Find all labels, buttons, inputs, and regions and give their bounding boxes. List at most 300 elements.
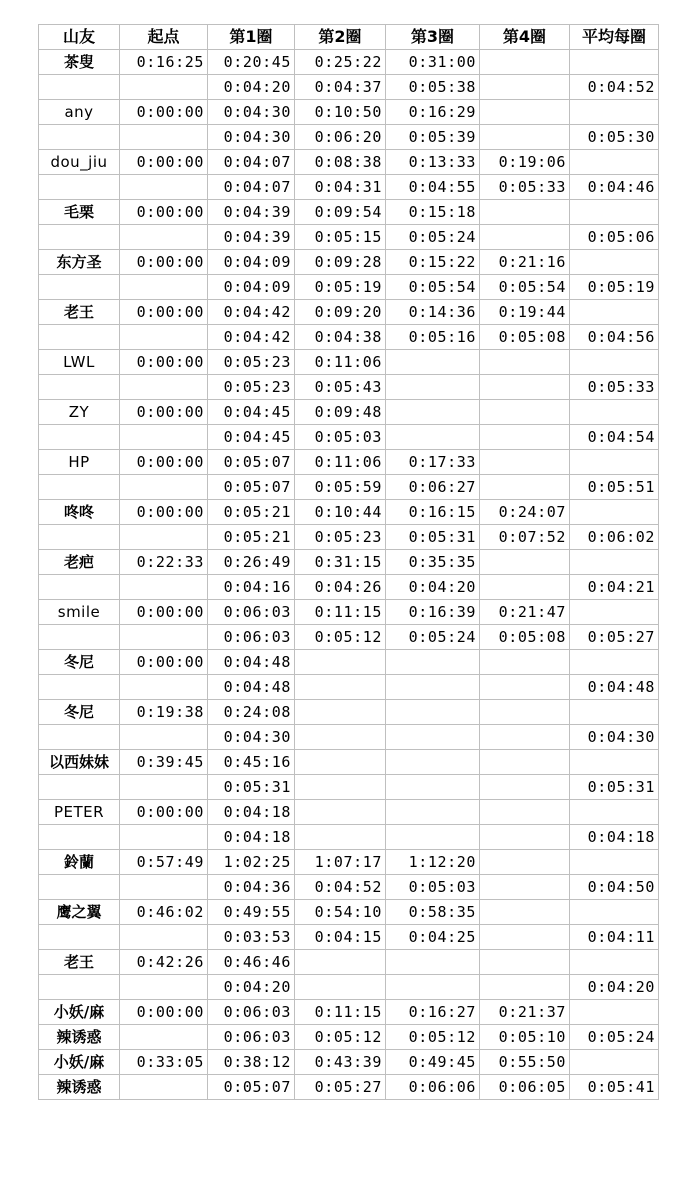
cell-lap-2: 0:09:20 (295, 300, 386, 325)
cell-lap-3: 0:04:25 (386, 925, 480, 950)
cell-start-time: 0:22:33 (120, 550, 208, 575)
cell-lap-1: 0:04:48 (208, 650, 295, 675)
cell-lap-2 (295, 750, 386, 775)
cell-hiker-name (39, 75, 120, 100)
cell-lap-3: 0:16:39 (386, 600, 480, 625)
cell-lap-3 (386, 350, 480, 375)
cell-start-time: 0:39:45 (120, 750, 208, 775)
cell-lap-4: 0:05:10 (480, 1025, 570, 1050)
cell-lap-1: 0:46:46 (208, 950, 295, 975)
cell-lap-2 (295, 950, 386, 975)
table-row (39, 200, 659, 225)
table-row (39, 225, 659, 250)
cell-hiker-name (39, 225, 120, 250)
cell-lap-3 (386, 825, 480, 850)
cell-hiker-name (39, 725, 120, 750)
cell-start-time: 0:00:00 (120, 450, 208, 475)
table-row (39, 100, 659, 125)
cell-lap-2: 0:05:43 (295, 375, 386, 400)
cell-hiker-name: LWL (39, 350, 120, 375)
cell-hiker-name: 老王 (39, 950, 120, 975)
cell-lap-2 (295, 800, 386, 825)
cell-start-time (120, 175, 208, 200)
cell-average-lap: 0:05:33 (570, 375, 659, 400)
cell-lap-2: 0:54:10 (295, 900, 386, 925)
cell-average-lap: 0:04:46 (570, 175, 659, 200)
cell-lap-3: 0:14:36 (386, 300, 480, 325)
table-row (39, 275, 659, 300)
cell-hiker-name: smile (39, 600, 120, 625)
cell-lap-4 (480, 375, 570, 400)
cell-start-time (120, 625, 208, 650)
cell-lap-4 (480, 725, 570, 750)
cell-average-lap (570, 550, 659, 575)
cell-lap-1: 0:03:53 (208, 925, 295, 950)
cell-start-time (120, 475, 208, 500)
cell-lap-3 (386, 425, 480, 450)
cell-lap-4: 0:19:06 (480, 150, 570, 175)
cell-lap-1: 0:04:30 (208, 125, 295, 150)
cell-lap-3 (386, 975, 480, 1000)
cell-lap-3 (386, 675, 480, 700)
cell-hiker-name (39, 475, 120, 500)
cell-average-lap (570, 500, 659, 525)
cell-lap-2: 0:08:38 (295, 150, 386, 175)
table-row (39, 850, 659, 875)
cell-lap-3: 0:17:33 (386, 450, 480, 475)
cell-start-time: 0:19:38 (120, 700, 208, 725)
cell-hiker-name (39, 825, 120, 850)
cell-lap-3 (386, 650, 480, 675)
cell-hiker-name: any (39, 100, 120, 125)
table-row (39, 700, 659, 725)
table-row (39, 325, 659, 350)
cell-hiker-name (39, 375, 120, 400)
cell-start-time: 0:46:02 (120, 900, 208, 925)
cell-average-lap: 0:05:24 (570, 1025, 659, 1050)
cell-lap-4: 0:21:16 (480, 250, 570, 275)
cell-lap-1: 0:04:39 (208, 200, 295, 225)
header-average-lap: 平均每圈 (570, 25, 659, 50)
cell-lap-3: 0:58:35 (386, 900, 480, 925)
cell-average-lap: 0:05:31 (570, 775, 659, 800)
cell-lap-2: 0:04:15 (295, 925, 386, 950)
cell-average-lap (570, 650, 659, 675)
cell-average-lap: 0:04:11 (570, 925, 659, 950)
cell-lap-2: 0:31:15 (295, 550, 386, 575)
cell-average-lap (570, 450, 659, 475)
cell-start-time (120, 675, 208, 700)
cell-lap-1: 0:04:39 (208, 225, 295, 250)
table-row (39, 975, 659, 1000)
cell-lap-1: 0:04:18 (208, 825, 295, 850)
cell-start-time (120, 775, 208, 800)
cell-lap-2: 0:10:50 (295, 100, 386, 125)
table-row (39, 925, 659, 950)
table-row (39, 575, 659, 600)
cell-lap-1: 0:04:09 (208, 275, 295, 300)
cell-lap-2: 0:05:15 (295, 225, 386, 250)
cell-lap-4 (480, 900, 570, 925)
cell-hiker-name (39, 675, 120, 700)
table-row (39, 750, 659, 775)
cell-start-time: 0:00:00 (120, 100, 208, 125)
cell-lap-1: 0:06:03 (208, 1000, 295, 1025)
table-row (39, 75, 659, 100)
cell-lap-2: 0:25:22 (295, 50, 386, 75)
cell-start-time (120, 275, 208, 300)
cell-start-time: 0:00:00 (120, 300, 208, 325)
cell-hiker-name: 以西妹妹 (39, 750, 120, 775)
cell-lap-3: 0:05:12 (386, 1025, 480, 1050)
cell-lap-4 (480, 50, 570, 75)
cell-start-time (120, 825, 208, 850)
cell-average-lap: 0:04:48 (570, 675, 659, 700)
cell-average-lap (570, 700, 659, 725)
cell-hiker-name: 小妖/麻 (39, 1000, 120, 1025)
cell-hiker-name (39, 175, 120, 200)
cell-hiker-name: dou_jiu (39, 150, 120, 175)
table-row (39, 400, 659, 425)
table-row (39, 675, 659, 700)
cell-lap-4 (480, 200, 570, 225)
cell-lap-1: 0:04:36 (208, 875, 295, 900)
table-row (39, 375, 659, 400)
cell-lap-2: 0:11:15 (295, 600, 386, 625)
cell-lap-1: 0:04:20 (208, 75, 295, 100)
cell-lap-2: 0:05:23 (295, 525, 386, 550)
cell-lap-2 (295, 675, 386, 700)
cell-hiker-name: 咚咚 (39, 500, 120, 525)
cell-start-time: 0:00:00 (120, 1000, 208, 1025)
cell-lap-2 (295, 775, 386, 800)
cell-lap-3 (386, 725, 480, 750)
cell-average-lap (570, 900, 659, 925)
cell-lap-4 (480, 75, 570, 100)
cell-lap-1: 0:24:08 (208, 700, 295, 725)
cell-lap-1: 1:02:25 (208, 850, 295, 875)
cell-start-time (120, 525, 208, 550)
cell-lap-4 (480, 700, 570, 725)
cell-lap-4: 0:06:05 (480, 1075, 570, 1100)
cell-hiker-name: 毛栗 (39, 200, 120, 225)
cell-lap-1: 0:06:03 (208, 1025, 295, 1050)
cell-hiker-name: 鈴蘭 (39, 850, 120, 875)
cell-lap-2: 0:05:59 (295, 475, 386, 500)
cell-average-lap (570, 350, 659, 375)
cell-lap-2: 0:04:52 (295, 875, 386, 900)
table-row (39, 550, 659, 575)
cell-average-lap (570, 750, 659, 775)
header-row (39, 25, 659, 50)
cell-hiker-name (39, 325, 120, 350)
cell-lap-4 (480, 125, 570, 150)
table-body (39, 50, 659, 1100)
cell-lap-3 (386, 400, 480, 425)
cell-start-time: 0:00:00 (120, 350, 208, 375)
cell-lap-1: 0:05:07 (208, 1075, 295, 1100)
cell-lap-1: 0:20:45 (208, 50, 295, 75)
cell-start-time (120, 325, 208, 350)
cell-lap-2: 0:04:31 (295, 175, 386, 200)
cell-lap-1: 0:05:07 (208, 450, 295, 475)
cell-lap-3 (386, 950, 480, 975)
table-row (39, 125, 659, 150)
cell-lap-3: 0:15:22 (386, 250, 480, 275)
cell-lap-1: 0:49:55 (208, 900, 295, 925)
cell-start-time: 0:57:49 (120, 850, 208, 875)
cell-lap-2: 0:11:06 (295, 450, 386, 475)
cell-lap-3: 0:05:03 (386, 875, 480, 900)
cell-lap-4 (480, 675, 570, 700)
cell-average-lap (570, 1050, 659, 1075)
cell-start-time: 0:00:00 (120, 250, 208, 275)
cell-lap-4 (480, 800, 570, 825)
cell-lap-2: 0:05:27 (295, 1075, 386, 1100)
cell-start-time: 0:33:05 (120, 1050, 208, 1075)
cell-lap-2 (295, 825, 386, 850)
cell-hiker-name (39, 875, 120, 900)
cell-lap-1: 0:38:12 (208, 1050, 295, 1075)
cell-lap-1: 0:04:07 (208, 175, 295, 200)
cell-start-time: 0:00:00 (120, 800, 208, 825)
cell-lap-3: 0:16:27 (386, 1000, 480, 1025)
cell-lap-4: 0:21:37 (480, 1000, 570, 1025)
cell-lap-1: 0:04:30 (208, 725, 295, 750)
cell-start-time: 0:00:00 (120, 200, 208, 225)
cell-lap-2 (295, 975, 386, 1000)
table-row (39, 250, 659, 275)
table-row (39, 600, 659, 625)
cell-lap-2: 0:04:37 (295, 75, 386, 100)
cell-average-lap: 0:05:30 (570, 125, 659, 150)
table-row (39, 450, 659, 475)
cell-lap-3 (386, 700, 480, 725)
cell-hiker-name (39, 625, 120, 650)
cell-lap-1: 0:04:42 (208, 325, 295, 350)
cell-average-lap: 0:05:19 (570, 275, 659, 300)
cell-lap-2: 0:06:20 (295, 125, 386, 150)
cell-average-lap: 0:04:52 (570, 75, 659, 100)
cell-lap-1: 0:05:21 (208, 525, 295, 550)
table-row (39, 50, 659, 75)
cell-average-lap (570, 300, 659, 325)
cell-lap-3: 0:05:39 (386, 125, 480, 150)
cell-hiker-name (39, 125, 120, 150)
cell-lap-2: 1:07:17 (295, 850, 386, 875)
cell-lap-3: 0:35:35 (386, 550, 480, 575)
cell-lap-4: 0:24:07 (480, 500, 570, 525)
cell-hiker-name (39, 525, 120, 550)
cell-lap-4 (480, 850, 570, 875)
cell-average-lap: 0:04:54 (570, 425, 659, 450)
cell-start-time: 0:42:26 (120, 950, 208, 975)
cell-lap-1: 0:45:16 (208, 750, 295, 775)
cell-lap-4: 0:21:47 (480, 600, 570, 625)
header-lap-4: 第4圈 (480, 25, 570, 50)
cell-lap-4 (480, 100, 570, 125)
cell-lap-1: 0:04:16 (208, 575, 295, 600)
cell-lap-2: 0:11:06 (295, 350, 386, 375)
cell-lap-1: 0:26:49 (208, 550, 295, 575)
table-row (39, 475, 659, 500)
cell-lap-4 (480, 775, 570, 800)
cell-lap-4 (480, 225, 570, 250)
cell-lap-3: 0:05:24 (386, 225, 480, 250)
table-row (39, 625, 659, 650)
cell-lap-3: 0:13:33 (386, 150, 480, 175)
cell-lap-3: 0:05:54 (386, 275, 480, 300)
cell-hiker-name (39, 575, 120, 600)
cell-start-time: 0:00:00 (120, 400, 208, 425)
cell-lap-2: 0:09:54 (295, 200, 386, 225)
cell-average-lap: 0:05:51 (570, 475, 659, 500)
cell-lap-4 (480, 575, 570, 600)
cell-lap-2: 0:09:28 (295, 250, 386, 275)
cell-lap-3 (386, 775, 480, 800)
cell-hiker-name: 东方圣 (39, 250, 120, 275)
cell-start-time (120, 875, 208, 900)
table-row (39, 175, 659, 200)
header-lap-2: 第2圈 (295, 25, 386, 50)
cell-start-time: 0:00:00 (120, 650, 208, 675)
cell-average-lap (570, 250, 659, 275)
cell-lap-2: 0:05:19 (295, 275, 386, 300)
cell-lap-3: 0:49:45 (386, 1050, 480, 1075)
cell-lap-3: 0:05:31 (386, 525, 480, 550)
cell-lap-1: 0:04:30 (208, 100, 295, 125)
cell-average-lap (570, 150, 659, 175)
cell-average-lap: 0:04:30 (570, 725, 659, 750)
cell-lap-4 (480, 425, 570, 450)
cell-lap-2: 0:05:12 (295, 625, 386, 650)
cell-lap-3: 0:04:20 (386, 575, 480, 600)
cell-average-lap (570, 100, 659, 125)
cell-hiker-name: 老王 (39, 300, 120, 325)
cell-lap-4 (480, 925, 570, 950)
cell-hiker-name: ZY (39, 400, 120, 425)
cell-lap-4: 0:19:44 (480, 300, 570, 325)
cell-lap-1: 0:04:07 (208, 150, 295, 175)
cell-lap-1: 0:04:18 (208, 800, 295, 825)
table-row (39, 1000, 659, 1025)
table-row (39, 800, 659, 825)
cell-average-lap: 0:05:41 (570, 1075, 659, 1100)
cell-lap-3: 0:05:24 (386, 625, 480, 650)
table-row (39, 900, 659, 925)
cell-lap-4 (480, 750, 570, 775)
table-row (39, 350, 659, 375)
cell-lap-3: 0:16:29 (386, 100, 480, 125)
table-row (39, 1050, 659, 1075)
cell-average-lap: 0:04:18 (570, 825, 659, 850)
cell-lap-4: 0:05:08 (480, 625, 570, 650)
cell-lap-2: 0:43:39 (295, 1050, 386, 1075)
cell-lap-3 (386, 750, 480, 775)
table-row (39, 825, 659, 850)
cell-hiker-name: 小妖/麻 (39, 1050, 120, 1075)
cell-lap-2: 0:04:26 (295, 575, 386, 600)
cell-start-time (120, 1075, 208, 1100)
cell-start-time (120, 1025, 208, 1050)
cell-hiker-name: PETER (39, 800, 120, 825)
lap-times-table (38, 24, 659, 1100)
table-row (39, 425, 659, 450)
cell-hiker-name: 冬尼 (39, 650, 120, 675)
table-row (39, 500, 659, 525)
table-row (39, 300, 659, 325)
cell-hiker-name: HP (39, 450, 120, 475)
cell-hiker-name: 鹰之翼 (39, 900, 120, 925)
cell-hiker-name (39, 925, 120, 950)
cell-lap-3: 0:06:27 (386, 475, 480, 500)
cell-start-time (120, 375, 208, 400)
table-row (39, 950, 659, 975)
cell-start-time (120, 725, 208, 750)
cell-hiker-name: 辣诱惑 (39, 1025, 120, 1050)
cell-average-lap: 0:04:20 (570, 975, 659, 1000)
table-row (39, 775, 659, 800)
table-row (39, 150, 659, 175)
cell-lap-4 (480, 825, 570, 850)
cell-lap-3: 0:04:55 (386, 175, 480, 200)
cell-lap-1: 0:05:23 (208, 375, 295, 400)
cell-lap-4 (480, 475, 570, 500)
cell-lap-1: 0:05:31 (208, 775, 295, 800)
cell-lap-1: 0:06:03 (208, 600, 295, 625)
cell-hiker-name (39, 775, 120, 800)
cell-start-time: 0:16:25 (120, 50, 208, 75)
cell-lap-1: 0:04:42 (208, 300, 295, 325)
cell-average-lap (570, 50, 659, 75)
table-row (39, 1025, 659, 1050)
cell-start-time (120, 575, 208, 600)
cell-average-lap (570, 600, 659, 625)
cell-lap-2 (295, 650, 386, 675)
cell-average-lap (570, 400, 659, 425)
cell-lap-4 (480, 550, 570, 575)
cell-hiker-name (39, 425, 120, 450)
cell-average-lap: 0:04:50 (570, 875, 659, 900)
cell-lap-4 (480, 350, 570, 375)
cell-lap-4 (480, 450, 570, 475)
cell-lap-2: 0:05:03 (295, 425, 386, 450)
cell-lap-4 (480, 400, 570, 425)
cell-average-lap (570, 200, 659, 225)
table-row (39, 650, 659, 675)
cell-lap-3: 1:12:20 (386, 850, 480, 875)
cell-hiker-name (39, 275, 120, 300)
cell-lap-4: 0:07:52 (480, 525, 570, 550)
header-lap-3: 第3圈 (386, 25, 480, 50)
cell-lap-2 (295, 725, 386, 750)
table-row (39, 725, 659, 750)
cell-start-time (120, 225, 208, 250)
cell-lap-1: 0:06:03 (208, 625, 295, 650)
cell-lap-3: 0:15:18 (386, 200, 480, 225)
cell-lap-2: 0:10:44 (295, 500, 386, 525)
cell-lap-3: 0:31:00 (386, 50, 480, 75)
cell-average-lap: 0:05:06 (570, 225, 659, 250)
cell-lap-2: 0:09:48 (295, 400, 386, 425)
cell-start-time: 0:00:00 (120, 150, 208, 175)
cell-average-lap: 0:06:02 (570, 525, 659, 550)
cell-lap-1: 0:04:45 (208, 400, 295, 425)
cell-lap-2 (295, 700, 386, 725)
cell-average-lap (570, 800, 659, 825)
cell-start-time: 0:00:00 (120, 600, 208, 625)
cell-lap-4 (480, 650, 570, 675)
